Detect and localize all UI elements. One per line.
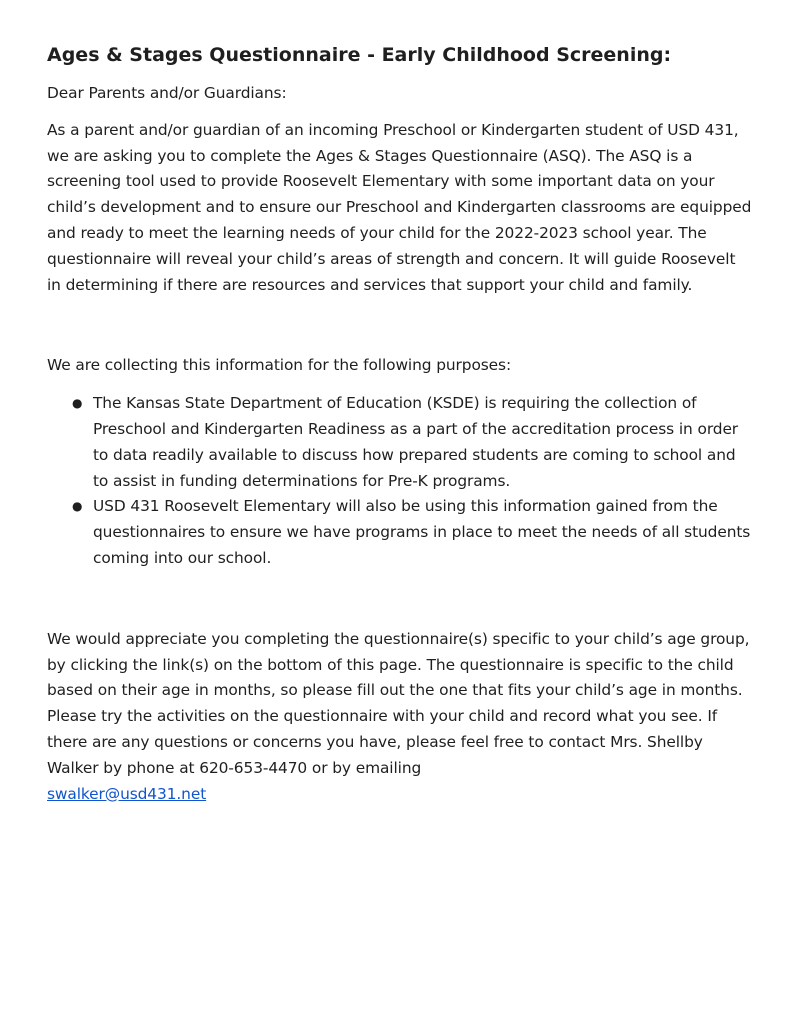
purposes-intro: We are collecting this information for the following purposes: <box>47 356 512 375</box>
intro-paragraph: As a parent and/or guardian of an incoming Preschool or Kindergarten student of USD 431, we are asking you to complete the Ages & Stages Questionnaire (ASQ). The ASQ is a screening tool used to provide Roosevelt Elementary with some important data on your child’s development and to ensure our Preschool and Kindergarten classrooms are equipped and ready to meet the learning needs of your child for the 2022-2023 school year. The questionnaire will reveal your child’s areas of strength and concern. It will guide Roosevelt in determining if there are resources and services that support your child and family. <box>47 120 752 294</box>
greeting: Dear Parents and/or Guardians: <box>47 84 287 102</box>
spacer <box>47 572 752 627</box>
document-title: Ages & Stages Questionnaire - Early Childhood Screening: <box>47 44 672 66</box>
purpose-item-roosevelt <box>47 494 752 571</box>
purpose-text: USD 431 Roosevelt Elementary will also be using this information gained from the questionnaires to ensure we have programs in place to meet the needs of all students coming into our school. <box>93 497 751 567</box>
spacer <box>47 379 752 391</box>
email-link[interactable]: swalker@usd431.net <box>47 784 207 803</box>
bullet-icon: ● <box>72 499 83 514</box>
purpose-item-ksde <box>47 391 752 494</box>
document-page <box>47 40 752 807</box>
spacer <box>47 298 752 353</box>
closing-paragraph <box>47 627 752 808</box>
purposes-list <box>47 391 752 572</box>
closing-text: We would appreciate you completing the questionnaire(s) specific to your child’s age group, by clicking the link(s) on the bottom of this page. The questionnaire is specific to the child based on their age in months, so please fill out the one that fits your child’s age in months. Please try the activities on the questionnaire with your child and record what you see. If there are any questions or concerns you have, please feel free to contact Mrs. Shellby Walker by phone at 620-653-4470 or by emailing <box>47 629 750 777</box>
bullet-icon: ● <box>72 396 83 411</box>
purpose-text: The Kansas State Department of Education (KSDE) is requiring the collection of Preschool and Kindergarten Readiness as a part of the accreditation process in order to data readily available to discuss how prepared students are coming to school and to assist in funding determinations for Pre-K programs. <box>93 394 739 490</box>
